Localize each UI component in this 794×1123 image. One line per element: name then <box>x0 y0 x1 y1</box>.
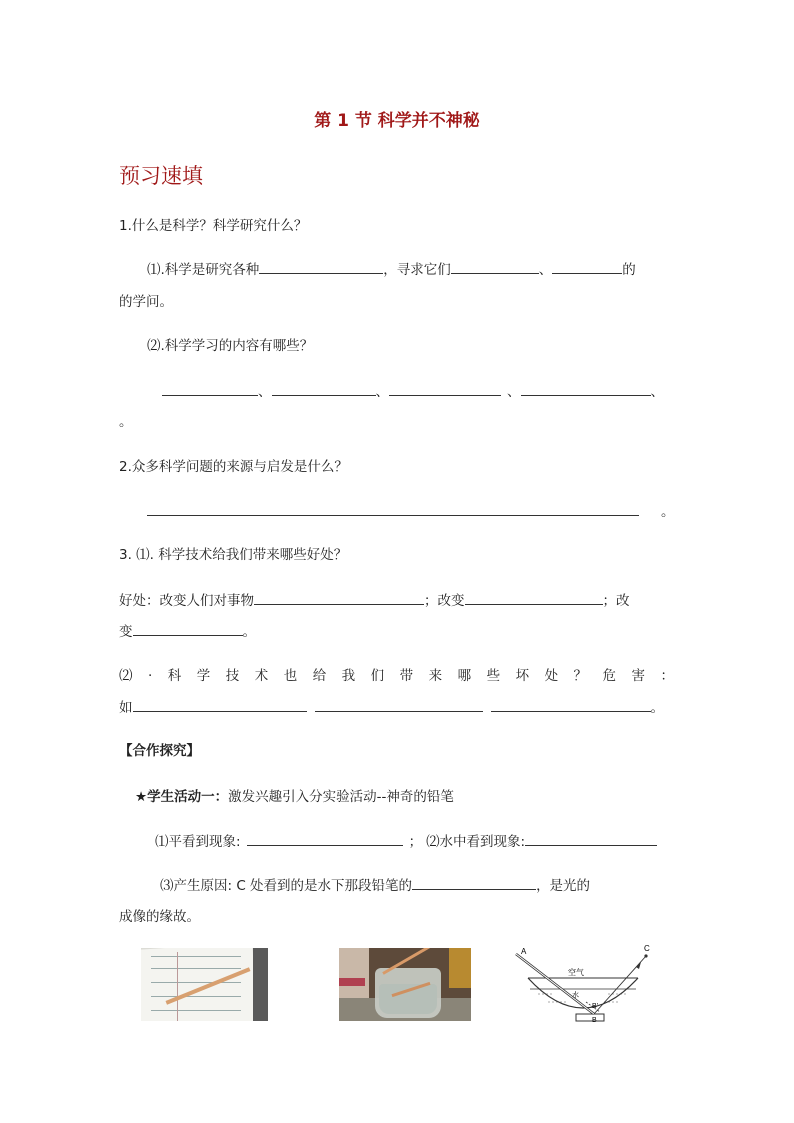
harm-char: 我 <box>341 668 356 684</box>
answer-blank[interactable] <box>162 381 258 396</box>
bowl-base <box>576 1014 604 1021</box>
harm-char: ？ <box>573 668 588 684</box>
q3-benefit-line <box>119 589 630 609</box>
label-water: 水 <box>572 991 579 999</box>
activity-label: ★学生活动一： <box>135 789 229 805</box>
separator: 、 <box>507 384 521 400</box>
answer-blank[interactable] <box>389 381 501 396</box>
harm-char: 学 <box>196 668 211 684</box>
answer-blank[interactable] <box>465 590 603 605</box>
harm-char: 危 <box>602 668 617 684</box>
answer-blank[interactable] <box>552 259 622 274</box>
harm-char: 来 <box>428 668 443 684</box>
harm-char: . <box>147 664 153 680</box>
harm-char: 带 <box>399 668 414 684</box>
q1-part1-text-d: 的 <box>622 262 636 278</box>
harm-char: 坏 <box>515 668 530 684</box>
refraction-diagram <box>508 942 658 1032</box>
answer-blank[interactable] <box>491 697 651 712</box>
page-title: 第 1 节 科学并不神秘 <box>314 111 480 131</box>
section-heading: 预习速填 <box>119 164 203 188</box>
question-1-part-1 <box>147 258 636 278</box>
answer-blank[interactable] <box>525 831 657 846</box>
separator: 、 <box>375 384 389 400</box>
q2-period: 。 <box>661 504 675 520</box>
answer-blank[interactable] <box>451 259 539 274</box>
answer-blank[interactable] <box>315 697 483 712</box>
observation-2: ⑵水中看到现象: <box>426 834 526 850</box>
harm-char: 科 <box>167 668 182 684</box>
harm-char: 害 <box>631 668 646 684</box>
label-a: A <box>521 947 527 956</box>
answer-blank[interactable] <box>133 621 243 636</box>
harm-char: 些 <box>486 668 501 684</box>
answer-blank[interactable] <box>133 697 307 712</box>
q1-part2-blanks <box>162 380 664 400</box>
harm-char: 也 <box>283 668 298 684</box>
q3-harm-text-a: 如 <box>119 700 133 716</box>
label-c: C <box>644 944 650 953</box>
q1-part2-period: 。 <box>119 414 133 430</box>
q3-benefit-text-d: 变 <box>119 624 133 640</box>
question-2: 2.众多科学问题的来源与启发是什么？ <box>119 459 348 475</box>
answer-blank[interactable] <box>272 381 376 396</box>
q3-benefit-text-e: 。 <box>242 624 256 640</box>
answer-blank[interactable] <box>247 831 403 846</box>
question-3: 3. ⑴. 科学技术给我们带来哪些好处？ <box>119 547 348 563</box>
separator: 、 <box>650 384 664 400</box>
answer-blank[interactable] <box>147 501 639 516</box>
answer-blank[interactable] <box>412 875 536 890</box>
pencil-on-paper-photo <box>141 948 268 1021</box>
q1-part1-text-b: ，寻求它们 <box>383 262 451 278</box>
pencil-in-water-photo <box>339 948 471 1021</box>
q1-part1-text-c: 、 <box>538 262 553 278</box>
harm-char: 给 <box>312 668 327 684</box>
cooperate-heading: 【合作探究】 <box>119 743 200 759</box>
question-1-part-2: ⑵.科学学习的内容有哪些？ <box>147 338 314 354</box>
cause-text-a: ⑶产生原因: C 处看到的是水下那段铅笔的 <box>160 878 413 894</box>
harm-char: ⑵ <box>119 668 133 684</box>
separator: 、 <box>258 384 272 400</box>
ray-arrow <box>636 962 641 969</box>
q3-benefit-text-c: ；改 <box>602 593 630 609</box>
q3-benefit-text-b: ；改变 <box>424 593 465 609</box>
activity-text: 激发兴趣引入分实验活动--神奇的铅笔 <box>228 789 454 805</box>
label-b: B <box>592 1017 597 1024</box>
q3-harm-answers <box>119 696 664 716</box>
label-b-prime: B' <box>592 1003 599 1010</box>
q3-harm-end: 。 <box>650 700 664 716</box>
harm-char: ： <box>660 668 674 684</box>
harm-char: 哪 <box>457 668 472 684</box>
cause-text-b: ，是光的 <box>536 878 591 894</box>
harm-char: 术 <box>254 668 269 684</box>
label-air: 空气 <box>568 968 584 977</box>
q3-benefit-line-2 <box>119 620 256 640</box>
q3-harm-question <box>119 664 674 684</box>
q2-answer-line <box>147 500 675 520</box>
answer-blank[interactable] <box>521 381 651 396</box>
light-ray <box>594 956 646 1014</box>
q3-benefit-text-a: 好处：改变人们对事物 <box>119 593 254 609</box>
observation-line <box>155 830 657 850</box>
answer-blank[interactable] <box>259 259 383 274</box>
harm-char: 处 <box>544 668 559 684</box>
activity-line <box>135 785 454 805</box>
observation-separator: ； <box>408 834 423 850</box>
q1-part1-text-a: ⑴.科学是研究各种 <box>147 262 260 278</box>
cause-line <box>160 874 590 894</box>
harm-char: 们 <box>370 668 385 684</box>
bowl-outline <box>528 978 638 1008</box>
observation-1: ⑴平看到现象: <box>155 834 241 850</box>
harm-char: 技 <box>225 668 240 684</box>
question-1: 1.什么是科学？科学研究什么？ <box>119 218 308 234</box>
q1-part1-text-e: 的学问。 <box>119 294 173 310</box>
answer-blank[interactable] <box>254 590 424 605</box>
cause-text-c: 成像的缘故。 <box>119 909 200 925</box>
